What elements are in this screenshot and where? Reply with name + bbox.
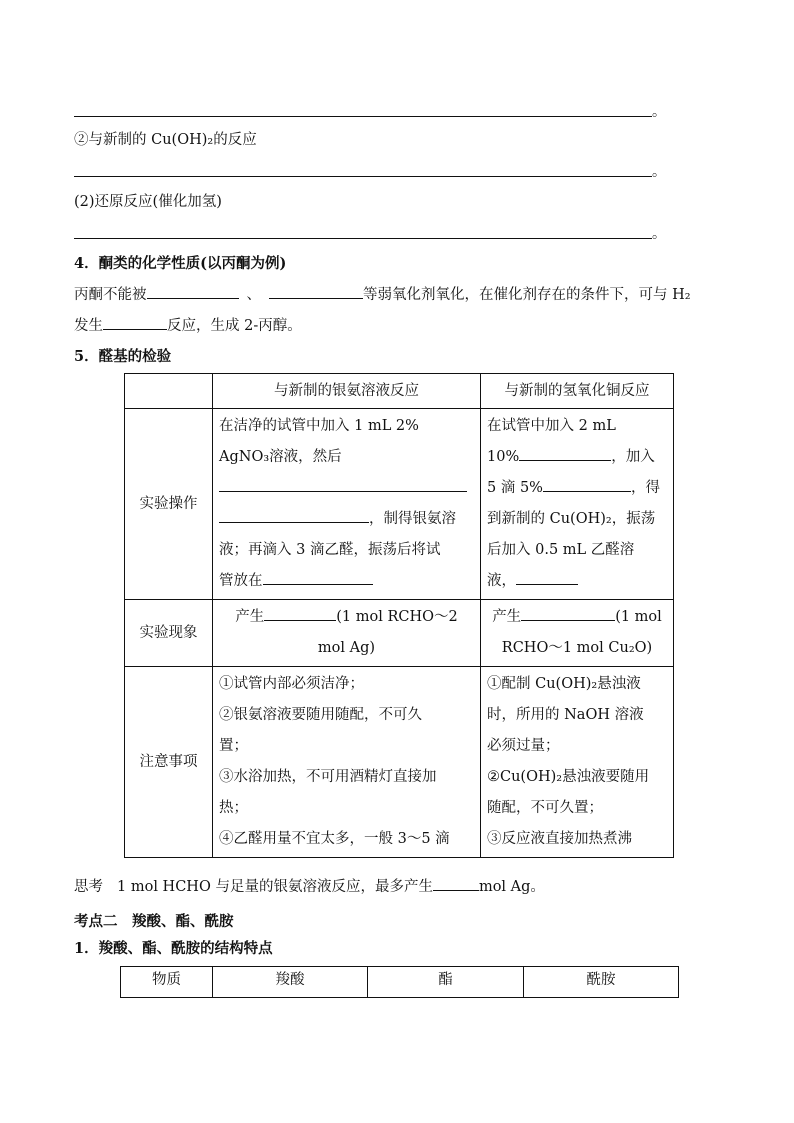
aldehyde-test-table [124, 373, 674, 858]
table-header-row [125, 374, 674, 409]
sec4-sep: 、 [246, 287, 261, 303]
op-copper-text-3a: 5 滴 5% [487, 480, 543, 496]
note-copper-5: 随配，不可久置； [487, 800, 603, 816]
blank-copper-reagent-2[interactable] [543, 477, 631, 492]
cell-notes-silver [213, 667, 481, 858]
op-copper-line-5: 后加入 0.5 mL 乙醛溶 [487, 542, 635, 558]
col-header-copper: 与新制的氢氧化铜反应 [481, 374, 674, 409]
row-label-operation: 实验操作 [125, 409, 213, 600]
op-copper-text-2a: 10% [487, 449, 520, 465]
period-2: 。 [652, 164, 666, 180]
blank-copper-reagent-1[interactable] [519, 446, 611, 461]
table-row-notes [125, 667, 674, 858]
sec4-text-b: 等弱氧化剂氧化，在催化剂存在的条件下，可与 H₂ [363, 287, 691, 303]
note-silver-3: 置； [219, 738, 248, 754]
sec4-text-d: 反应，生成 2-丙醇。 [167, 318, 302, 334]
ph-copper-line-1 [487, 602, 667, 633]
op-silver-line-6 [219, 566, 474, 597]
cell-operation-silver [213, 409, 481, 600]
op-copper-text-3b: ，得 [630, 480, 660, 496]
note-silver-6: ④乙醛用量不宜太多，一般 3～5 滴 [219, 831, 450, 847]
note-copper-3: 必须过量； [487, 738, 560, 754]
note-copper-4: ②Cu(OH)₂悬浊液要随用 [487, 769, 650, 785]
cell-phenomenon-copper [481, 600, 674, 667]
period-1: 。 [652, 104, 666, 120]
op-copper-line-4: 到新制的 Cu(OH)₂，振荡 [487, 511, 656, 527]
answer-line-3[interactable] [74, 238, 652, 239]
item-3-text: (2)还原反应(催化加氢) [74, 194, 222, 210]
think-label: 思考 [74, 879, 103, 895]
op-silver-text-6: 管放在 [219, 573, 263, 589]
note-silver-1: ①试管内部必须洁净； [219, 676, 364, 692]
op-copper-text-6: 液， [487, 573, 516, 589]
note-copper-6: ③反应液直接加热煮沸 [487, 831, 632, 847]
table-row-phenomenon [125, 600, 674, 667]
empty-corner-cell [125, 374, 213, 409]
header-ester: 酯 [368, 967, 524, 998]
blank-ag-amount[interactable] [433, 876, 479, 891]
period-3: 。 [652, 226, 666, 242]
header-amide: 酰胺 [524, 967, 679, 998]
keypoint-2-heading: 考点二 羧酸、酯、酰胺 [74, 913, 234, 930]
section-5-heading: 5．醛基的检验 [74, 348, 172, 365]
ph-silver-line-1 [219, 602, 474, 633]
note-copper-1: ①配制 Cu(OH)₂悬浊液 [487, 676, 641, 692]
op-silver-line-1: 在洁净的试管中加入 1 mL 2% [219, 418, 419, 434]
blank-reaction-type[interactable] [103, 315, 167, 330]
table-row-operation [125, 409, 674, 600]
sec4-text-c: 发生 [74, 318, 103, 334]
ph-silver-line-2: mol Ag) [317, 640, 376, 656]
answer-line-2[interactable] [74, 176, 652, 177]
op-silver-line-3 [219, 473, 474, 504]
note-copper-2: 时，所用的 NaOH 溶液 [487, 707, 644, 723]
section-4-line-1 [74, 283, 691, 304]
row-label-notes: 注意事项 [125, 667, 213, 858]
op-silver-line-5: 液；再滴入 3 滴乙醛，振荡后将试 [219, 542, 441, 558]
col-header-silver: 与新制的银氨溶液反应 [213, 374, 481, 409]
blank-oxidant-1[interactable] [147, 284, 239, 299]
note-silver-4: ③水浴加热，不可用酒精灯直接加 [219, 769, 437, 785]
structure-table [120, 966, 679, 998]
keypoint-2-sub-1: 1．羧酸、酯、酰胺的结构特点 [74, 940, 273, 957]
blank-silver-heating[interactable] [263, 570, 373, 585]
structure-table-header [121, 967, 679, 998]
blank-silver-step-1[interactable] [219, 477, 467, 492]
cell-notes-copper [481, 667, 674, 858]
ph-silver-text-b: (1 mol RCHO～2 [336, 609, 458, 625]
think-line [74, 875, 545, 896]
cell-operation-copper [481, 409, 674, 600]
op-copper-line-3 [487, 473, 667, 504]
header-carboxylic-acid: 羧酸 [213, 967, 368, 998]
op-silver-text-4: ，制得银氨溶 [369, 511, 456, 527]
header-substance: 物质 [121, 967, 213, 998]
op-silver-line-4 [219, 504, 474, 535]
think-text-a: 1 mol HCHO 与足量的银氨溶液反应，最多产生 [117, 879, 433, 895]
op-copper-line-2 [487, 442, 667, 473]
note-silver-2: ②银氨溶液要随用随配，不可久 [219, 707, 422, 723]
think-text-b: mol Ag。 [478, 879, 545, 895]
row-label-phenomenon: 实验现象 [125, 600, 213, 667]
op-copper-line-1: 在试管中加入 2 mL [487, 418, 616, 434]
op-silver-line-2: AgNO₃溶液，然后 [219, 449, 342, 465]
blank-copper-phenomenon[interactable] [521, 606, 615, 621]
section-4-line-2 [74, 314, 302, 335]
item-2-text: ②与新制的 Cu(OH)₂的反应 [74, 132, 257, 148]
answer-line-1[interactable] [74, 116, 652, 117]
note-silver-5: 热； [219, 800, 248, 816]
blank-oxidant-2[interactable] [269, 284, 363, 299]
ph-copper-text-a: 产生 [492, 609, 522, 625]
ph-silver-text-a: 产生 [235, 609, 265, 625]
sec4-text-a: 丙酮不能被 [74, 287, 147, 303]
cell-phenomenon-silver [213, 600, 481, 667]
op-copper-text-2b: ，加入 [611, 449, 655, 465]
blank-copper-heating[interactable] [516, 570, 578, 585]
op-copper-line-6 [487, 566, 667, 597]
blank-silver-phenomenon[interactable] [264, 606, 336, 621]
section-4-heading: 4．酮类的化学性质(以丙酮为例) [74, 255, 287, 272]
ph-copper-text-b: (1 mol [615, 609, 662, 625]
ph-copper-line-2: RCHO～1 mol Cu₂O) [501, 640, 653, 656]
blank-silver-step-2[interactable] [219, 508, 369, 523]
